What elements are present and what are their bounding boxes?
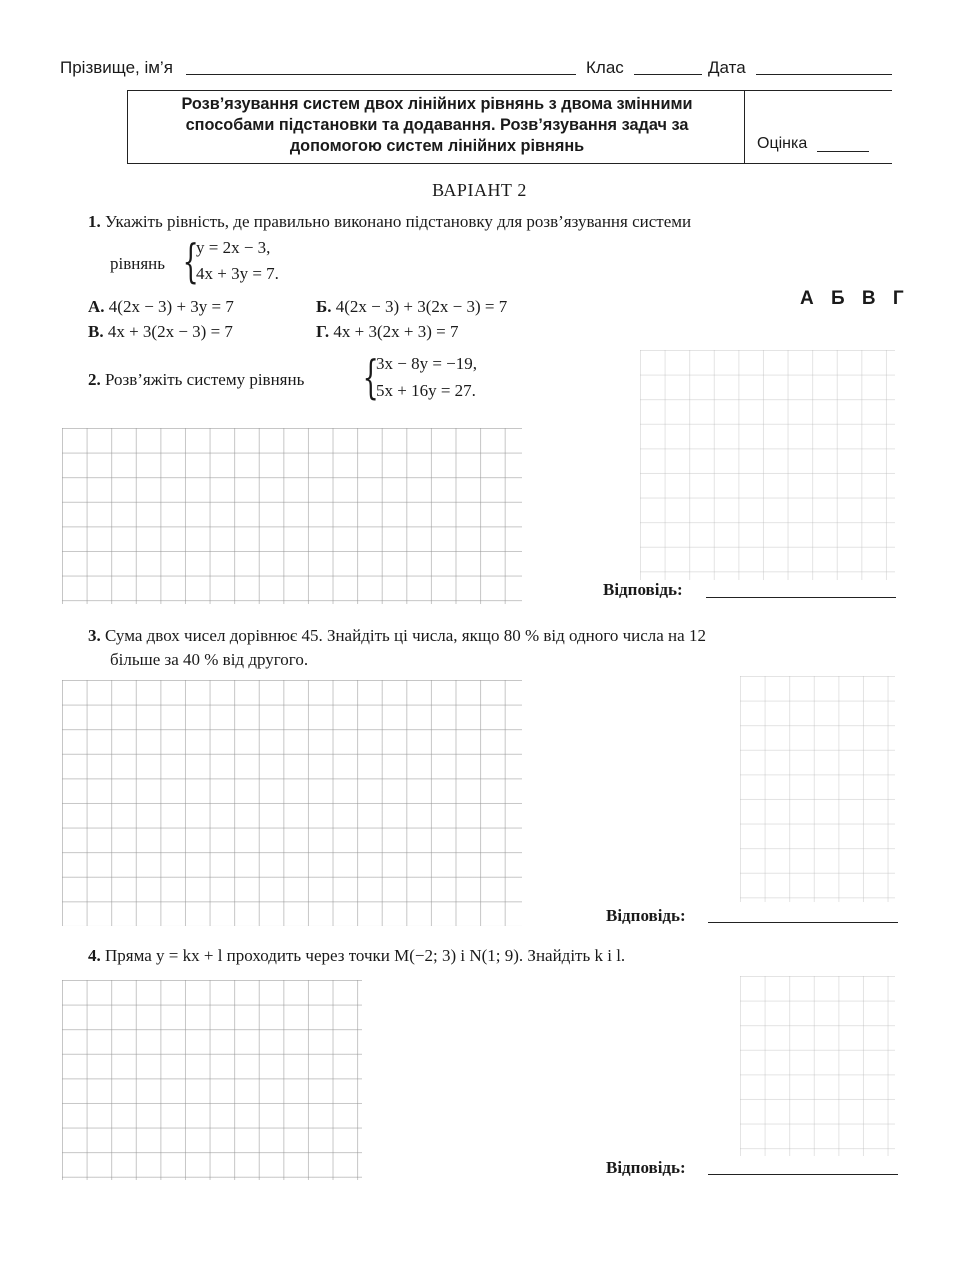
- task-2-answer-label: Відповідь:: [603, 580, 683, 599]
- option-g-expr: 4x + 3(2x + 3) = 7: [333, 322, 459, 341]
- title-box: [127, 90, 892, 164]
- option-v-expr: 4x + 3(2x − 3) = 7: [107, 322, 233, 341]
- answer-letters[interactable]: А Б В Г: [800, 288, 910, 309]
- option-g[interactable]: [316, 320, 459, 344]
- grade-label: Оцінка: [757, 135, 808, 152]
- task-4-work-grid-faint: [740, 976, 895, 1156]
- option-a-expr: 4(2x − 3) + 3y = 7: [108, 297, 234, 316]
- option-g-letter: Г.: [316, 322, 330, 341]
- page-title: [131, 94, 743, 157]
- name-field[interactable]: [186, 74, 576, 75]
- task-2-work-grid-faint: [640, 350, 895, 580]
- option-a[interactable]: [88, 295, 234, 319]
- task-1-brace: {: [182, 234, 199, 288]
- task-1-number: 1.: [88, 212, 101, 231]
- grade-field[interactable]: [817, 151, 869, 152]
- task-4-number: 4.: [88, 946, 101, 965]
- task-4-question: Пряма y = kx + l проходить через точки M(−2; 3) і N(1; 9). Знайдіть k і l.: [105, 946, 626, 965]
- date-label: Дата: [708, 58, 746, 77]
- option-v[interactable]: [88, 320, 233, 344]
- task-4-text: [88, 944, 625, 968]
- task-3-answer-field[interactable]: [708, 922, 898, 923]
- task-3-line-2: більше за 40 % від другого.: [110, 650, 309, 669]
- task-4-answer-field[interactable]: [708, 1174, 898, 1175]
- class-field[interactable]: [634, 74, 702, 75]
- option-a-letter: А.: [88, 297, 105, 316]
- task-4-answer-label: Відповідь:: [606, 1158, 686, 1177]
- title-line-1: Розв’язування систем двох лінійних рівнянь з двома змінними: [181, 95, 693, 113]
- task-1-system-prefix: рівнянь: [110, 254, 166, 273]
- task-2-eq2: 5x + 16y = 27.: [376, 381, 476, 400]
- title-line-2: способами підстановки та додавання. Розв’язування задач за: [185, 116, 689, 134]
- option-v-letter: В.: [88, 322, 104, 341]
- option-b-letter: Б.: [316, 297, 332, 316]
- task-3-text: [88, 624, 898, 648]
- task-2-work-grid[interactable]: [62, 428, 522, 604]
- task-2-eq1: 3x − 8y = −19,: [376, 354, 478, 373]
- task-3-answer-label: Відповідь:: [606, 906, 686, 925]
- task-4-work-grid[interactable]: [62, 980, 362, 1180]
- option-b[interactable]: [316, 295, 507, 319]
- option-b-expr: 4(2x − 3) + 3(2x − 3) = 7: [335, 297, 508, 316]
- task-2-question: Розв’яжіть систему рівнянь: [105, 370, 305, 389]
- task-1-text: [88, 210, 691, 234]
- date-field[interactable]: [756, 74, 892, 75]
- task-1-eq2: 4x + 3y = 7.: [196, 264, 279, 283]
- task-3-work-grid-faint: [740, 676, 895, 902]
- class-label: Клас: [586, 58, 624, 77]
- task-3-line-1: Сума двох чисел дорівнює 45. Знайдіть ці числа, якщо 80 % від одного числа на 12: [105, 626, 706, 645]
- task-3-number: 3.: [88, 626, 101, 645]
- task-2-text: [88, 368, 304, 392]
- task-2-answer-field[interactable]: [706, 597, 896, 598]
- task-1-eq1: y = 2x − 3,: [196, 238, 271, 257]
- task-3-work-grid[interactable]: [62, 680, 522, 926]
- variant-heading: ВАРІАНТ 2: [432, 180, 527, 200]
- title-line-3: допомогою систем лінійних рівнянь: [289, 137, 585, 155]
- task-2-number: 2.: [88, 370, 101, 389]
- name-label: Прізвище, ім’я: [60, 58, 173, 77]
- task-1-question: Укажіть рівність, де правильно виконано підстановку для розв’язування системи: [105, 212, 692, 231]
- task-2-brace: {: [362, 350, 379, 404]
